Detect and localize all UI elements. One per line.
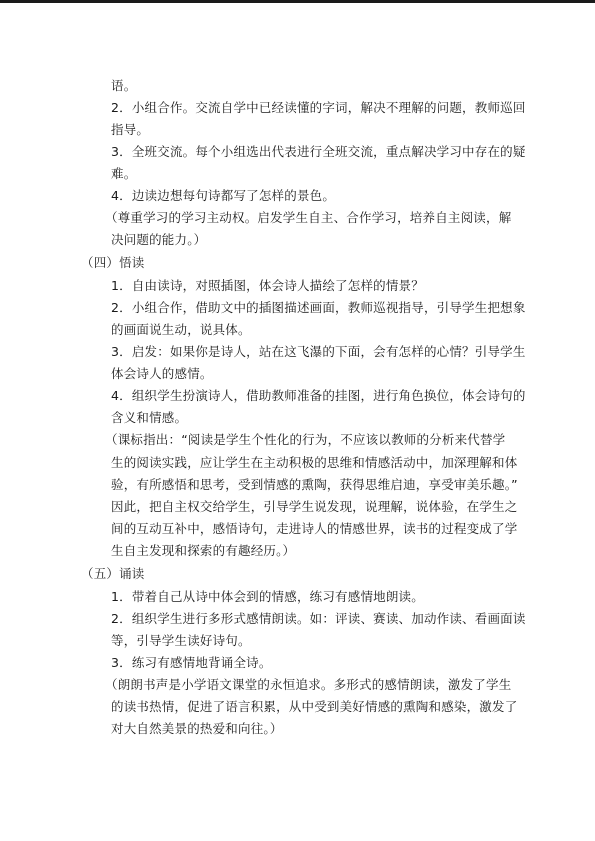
note-line: 生自主发现和探索的有趣经历。）: [111, 543, 296, 558]
note-line: （尊重学习的学习主动权。启发学生自主、合作学习，培养自主阅读，解: [105, 210, 512, 225]
note-line: 因此，把自主权交给学生，引导学生说发现，说理解，说体验，在学生之: [111, 499, 518, 514]
text-line: 4．边读边想每句诗都写了怎样的景色。: [111, 188, 336, 203]
text-line: 的画面说生动，说具体。: [111, 322, 251, 337]
section-heading: （五）诵读: [81, 566, 145, 581]
note-line: 间的互动互补中，感悟诗句，走进诗人的情感世界，读书的过程变成了学: [111, 521, 518, 536]
note-line: 决问题的能力。）: [111, 232, 207, 247]
note-line: （课标指出：“阅读是学生个性化的行为，不应该以教师的分析来代替学: [105, 432, 506, 447]
text-line: 1．自由读诗，对照插图，体会诗人描绘了怎样的情景？: [111, 278, 424, 293]
text-line: 1．带着自己从诗中体会到的情感，练习有感情地朗读。: [111, 589, 424, 604]
text-line: 3．启发：如果你是诗人，站在这飞瀑的下面，会有怎样的心情？引导学生: [111, 344, 526, 359]
top-border-rule: [0, 0, 595, 3]
text-line: 2．小组合作，借助文中的插图描述画面，教师巡视指导，引导学生把想象: [111, 300, 526, 315]
text-line: 含义和情感。: [111, 410, 188, 425]
text-line: 语。: [111, 78, 137, 93]
note-line: 验，有所感悟和思考，受到情感的熏陶，获得思维启迪，享受审美乐趣。”: [111, 477, 518, 492]
text-line: 3．全班交流。每个小组选出代表进行全班交流，重点解决学习中存在的疑: [111, 144, 526, 159]
text-line: 难。: [111, 166, 137, 181]
note-line: 对大自然美景的热爱和向往。）: [111, 721, 283, 736]
text-line: 指导。: [111, 122, 150, 137]
text-line: 3．练习有感情地背诵全诗。: [111, 655, 272, 670]
note-line: 的读书热情，促进了语言积累，从中受到美好情感的熏陶和感染，激发了: [111, 699, 518, 714]
text-line: 等，引导学生读好诗句。: [111, 633, 251, 648]
text-line: 体会诗人的感情。: [111, 366, 213, 381]
text-line: 2．组织学生进行多形式感情朗读。如：评读、赛读、加动作读、看画面读: [111, 611, 526, 626]
note-line: 生的阅读实践，应让学生在主动积极的思维和情感活动中，加深理解和体: [111, 455, 518, 470]
text-line: 4．组织学生扮演诗人，借助教师准备的挂图，进行角色换位，体会诗句的: [111, 388, 526, 403]
section-heading: （四）悟读: [81, 255, 145, 270]
text-line: 2．小组合作。交流自学中已经读懂的字词，解决不理解的问题，教师巡回: [111, 100, 526, 115]
note-line: （朗朗书声是小学语文课堂的永恒追求。多形式的感情朗读，激发了学生: [105, 677, 512, 692]
